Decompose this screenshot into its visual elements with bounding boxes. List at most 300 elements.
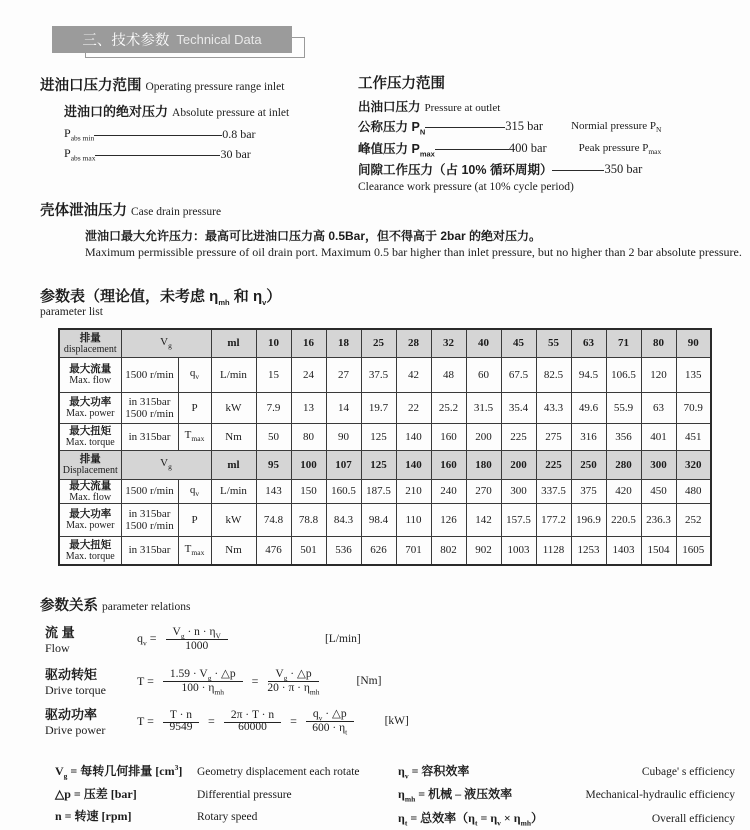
row-label-en: Max. power — [66, 408, 115, 419]
displacement-value-cell: 250 — [571, 450, 606, 479]
relation-label — [45, 704, 137, 738]
value-cell: 401 — [641, 423, 676, 450]
p-abs-max-symbol: $P_{abs max}$ — [64, 146, 96, 163]
legend-item — [398, 809, 735, 827]
formula-term — [137, 674, 154, 689]
relation-row — [45, 704, 725, 738]
badge-title-en: Technical Data — [176, 32, 262, 47]
leader-line — [435, 149, 509, 150]
token: q — [312, 707, 319, 720]
legend-left-column — [55, 762, 390, 829]
row-label-cn: 最大功率 — [69, 508, 112, 520]
value-cell: 157.5 — [501, 503, 536, 536]
token: △p = 压差 [bar] — [55, 787, 137, 802]
value-cell: 187.5 — [361, 479, 396, 503]
displacement-value-cell: 125 — [361, 450, 396, 479]
value-cell: 626 — [361, 536, 396, 565]
value-cell: 1605 — [676, 536, 711, 565]
condition-cell: in 315bar 1500 r/min — [121, 503, 178, 536]
fraction-denominator — [169, 720, 192, 733]
legend-en: Cubage' s efficiency — [641, 766, 735, 778]
legend-item — [55, 785, 390, 802]
condition-cell: 1500 r/min — [121, 479, 178, 503]
peak-en: Peak pressure $P_{max}$ — [578, 141, 662, 156]
inlet-pressure-heading — [40, 74, 284, 95]
token: η — [303, 682, 310, 694]
value-cell: 82.5 — [536, 357, 571, 392]
token: T = — [137, 713, 154, 728]
token: mh — [214, 687, 224, 697]
row-label-cn: 最大功率 — [69, 396, 112, 408]
token: T — [184, 543, 192, 556]
token: η — [252, 288, 263, 305]
value-cell: 35.4 — [501, 392, 536, 423]
token: ] — [178, 764, 183, 778]
value-cell: 60 — [466, 357, 501, 392]
displacement-value-cell: 300 — [641, 450, 676, 479]
token: η — [339, 722, 346, 734]
row-label-cn: 最大流量 — [69, 479, 112, 492]
displacement-value-cell: 200 — [501, 450, 536, 479]
value-cell: 701 — [396, 536, 431, 565]
token: V — [160, 457, 169, 470]
value-cell: 37.5 — [361, 357, 396, 392]
value-cell: 252 — [676, 503, 711, 536]
p-abs-min-value: 0.8 bar — [222, 126, 256, 141]
token: = — [290, 713, 297, 728]
displacement-value-cell: 225 — [536, 450, 571, 479]
value-cell: 94.5 — [571, 357, 606, 392]
value-cell: 160.5 — [326, 479, 361, 503]
table-data-row — [59, 357, 711, 392]
fraction-denominator — [312, 721, 348, 737]
value-cell: 25.2 — [431, 392, 466, 423]
value-cell: 106.5 — [606, 357, 641, 392]
relation-formula — [137, 706, 409, 737]
condition-cell: 1500 r/min — [121, 357, 178, 392]
token: V — [275, 667, 284, 680]
value-cell: 50 — [256, 423, 291, 450]
relation-label-en: Drive power — [45, 723, 106, 737]
value-cell: 337.5 — [536, 479, 571, 503]
token: η — [209, 625, 216, 638]
value-cell: 15 — [256, 357, 291, 392]
fraction-denominator — [267, 681, 320, 697]
value-cell: 1128 — [536, 536, 571, 565]
value-cell: 1253 — [571, 536, 606, 565]
token: g — [168, 341, 172, 351]
token: η — [468, 810, 475, 825]
value-cell: 450 — [641, 479, 676, 503]
value-cell: 126 — [431, 503, 466, 536]
token: mh — [309, 687, 320, 697]
unit-cell: kW — [211, 503, 256, 536]
leader-line — [425, 127, 505, 128]
outlet-heading-cn: 工作压力范围 — [358, 76, 445, 92]
value-cell: 200 — [466, 423, 501, 450]
value-cell: 84.3 — [326, 503, 361, 536]
symbol-cell — [178, 536, 211, 565]
relation-label-cn: 驱动转矩 — [45, 667, 98, 682]
token: mh — [520, 818, 532, 828]
row-label-cell — [59, 479, 121, 503]
token: v — [195, 489, 200, 499]
legend-en: Rotary speed — [197, 811, 258, 824]
token: 和 — [229, 288, 253, 305]
param-table-title — [40, 285, 281, 307]
p-abs-min-symbol: $P_{abs min}$ — [64, 126, 95, 143]
relation-label-en: Flow — [45, 641, 70, 655]
inlet-sub-heading — [64, 101, 289, 121]
legend-symbol — [398, 785, 512, 803]
displacement-value-cell: 90 — [676, 329, 711, 357]
condition-cell: in 315bar — [121, 423, 178, 450]
token: t — [404, 818, 408, 828]
nominal-pressure-row — [358, 117, 661, 137]
value-cell: 110 — [396, 503, 431, 536]
symbol-cell — [178, 479, 211, 503]
case-drain-heading-en: Case drain pressure — [131, 206, 222, 218]
value-cell: 135 — [676, 357, 711, 392]
value-cell: 74.8 — [256, 503, 291, 536]
peak-pressure-row — [358, 139, 661, 159]
token: q — [189, 367, 196, 380]
fraction-denominator — [185, 639, 208, 652]
fraction-numerator — [306, 708, 354, 722]
token: 100 · — [181, 682, 209, 694]
inlet-sub-en: Absolute pressure at inlet — [172, 107, 290, 119]
value-cell: 55.9 — [606, 392, 641, 423]
unit-cell: L/min — [211, 357, 256, 392]
legend-symbol — [55, 807, 197, 824]
value-cell: 236.3 — [641, 503, 676, 536]
unit-cell: ml — [211, 329, 256, 357]
displacement-value-cell: 10 — [256, 329, 291, 357]
value-cell: 78.8 — [291, 503, 326, 536]
token: 20 · π · — [267, 682, 304, 694]
relations-heading-cn: 参数关系 — [40, 598, 98, 614]
value-cell: 80 — [291, 423, 326, 450]
row-label-cn: 排量 — [79, 453, 101, 465]
relations-heading-en: parameter relations — [102, 601, 191, 613]
row-label-cell — [59, 357, 121, 392]
fraction — [163, 709, 199, 733]
row-label-cn: 最大流量 — [69, 363, 112, 375]
displacement-value-cell: 160 — [431, 450, 466, 479]
row-label-cn: 最大扭矩 — [69, 538, 112, 551]
row-label-cell — [59, 503, 121, 536]
value-cell: 902 — [466, 536, 501, 565]
inlet-abs-max-row — [64, 146, 251, 162]
value-cell: 19.7 — [361, 392, 396, 423]
row-label-en: Max. flow — [69, 491, 112, 503]
value-cell: 31.5 — [466, 392, 501, 423]
value-cell: 476 — [256, 536, 291, 565]
row-label-en: Max. flow — [69, 375, 112, 386]
token: v — [497, 818, 501, 828]
token: max — [191, 434, 205, 444]
badge-title-cn: 三、技术参数 — [82, 33, 170, 49]
token: η — [398, 810, 405, 825]
param-table-subtitle: parameter list — [40, 306, 103, 318]
legend-en: Overall efficiency — [651, 812, 735, 825]
row-label-cell — [59, 536, 121, 565]
token: T — [184, 429, 192, 442]
case-drain-heading-cn: 壳体泄油压力 — [40, 203, 127, 219]
legend-en: Differential pressure — [197, 789, 292, 802]
value-cell: 1504 — [641, 536, 676, 565]
token: 600 · — [312, 722, 340, 734]
token: t — [345, 727, 348, 737]
row-label-cell — [59, 392, 121, 423]
value-cell: 240 — [431, 479, 466, 503]
displacement-value-cell: 25 — [361, 329, 396, 357]
token: = 机械 – 液压效率 — [415, 787, 513, 802]
formula-unit: [Nm] — [356, 675, 382, 687]
fraction-numerator — [268, 668, 318, 682]
value-cell: 150 — [291, 479, 326, 503]
value-cell: 1003 — [501, 536, 536, 565]
value-cell: 67.5 — [501, 357, 536, 392]
clearance-value: 350 bar — [604, 161, 643, 176]
token: V — [172, 625, 181, 638]
displacement-value-cell: 40 — [466, 329, 501, 357]
case-drain-line-en: Maximum permissible pressure of oil drain port. Maximum 0.5 bar higher than inlet pressure, but no higher than 2 bar absolute pressure. — [85, 245, 742, 259]
peak-label: 峰值压力 $P_{max}$ — [358, 142, 435, 159]
displacement-value-cell: 55 — [536, 329, 571, 357]
token: t — [475, 818, 478, 828]
legend-item — [55, 762, 390, 780]
token: 9549 — [169, 721, 193, 733]
inlet-heading-cn: 进油口压力范围 — [40, 78, 142, 94]
inlet-heading-en: Operating pressure range inlet — [145, 81, 285, 93]
formula-term — [137, 714, 154, 729]
value-cell: 125 — [361, 423, 396, 450]
displacement-value-cell: 107 — [326, 450, 361, 479]
token: 3 — [174, 763, 179, 772]
value-cell: 536 — [326, 536, 361, 565]
formula-unit: [kW] — [384, 715, 409, 727]
unit-cell: Nm — [211, 536, 256, 565]
value-cell: 356 — [606, 423, 641, 450]
value-cell: 1403 — [606, 536, 641, 565]
fraction-denominator — [181, 681, 224, 697]
value-cell: 14 — [326, 392, 361, 423]
token: η — [398, 787, 405, 802]
displacement-value-cell: 80 — [641, 329, 676, 357]
token: g — [283, 673, 288, 682]
token: mh — [404, 794, 416, 804]
value-cell: 63 — [641, 392, 676, 423]
case-drain-heading — [40, 199, 221, 220]
value-cell: 140 — [396, 423, 431, 450]
token: q — [137, 630, 143, 645]
displacement-value-cell: 16 — [291, 329, 326, 357]
token: · △p — [287, 667, 312, 680]
value-cell: 70.9 — [676, 392, 711, 423]
value-cell: 24 — [291, 357, 326, 392]
displacement-value-cell: 32 — [431, 329, 466, 357]
leader-line — [95, 155, 220, 156]
relation-label — [45, 664, 137, 698]
token: g — [63, 771, 68, 781]
row-label-cell — [59, 423, 121, 450]
token: P — [191, 401, 198, 414]
value-cell: 7.9 — [256, 392, 291, 423]
token: v — [404, 771, 409, 781]
legend-symbol — [398, 809, 543, 827]
relations-heading — [40, 594, 190, 615]
token: V — [55, 764, 64, 778]
legend-right-column — [398, 762, 735, 830]
fraction — [267, 666, 319, 697]
value-cell: 90 — [326, 423, 361, 450]
clearance-en: Clearance work pressure (at 10% cycle period) — [358, 181, 574, 193]
fraction — [224, 709, 281, 733]
displacement-value-cell: 18 — [326, 329, 361, 357]
formula-term — [252, 674, 259, 689]
relation-label-cn: 驱动功率 — [45, 707, 98, 722]
value-cell: 225 — [501, 423, 536, 450]
peak-value: 400 bar — [508, 141, 547, 156]
condition-cell: in 315bar — [121, 536, 178, 565]
symbol-cell — [178, 423, 211, 450]
legend-item — [55, 807, 390, 824]
value-cell: 210 — [396, 479, 431, 503]
table-header-row — [59, 329, 711, 357]
value-cell: 13 — [291, 392, 326, 423]
displacement-value-cell: 95 — [256, 450, 291, 479]
displacement-value-cell: 180 — [466, 450, 501, 479]
legend-item — [398, 762, 735, 780]
token: max — [191, 548, 205, 558]
legend-symbol — [55, 762, 197, 780]
p-abs-max-value: 30 bar — [220, 146, 251, 161]
token: q — [189, 483, 196, 496]
value-cell: 802 — [431, 536, 466, 565]
value-cell: 27 — [326, 357, 361, 392]
relation-row — [45, 622, 725, 656]
fraction — [166, 626, 228, 652]
outlet-heading — [358, 72, 445, 93]
nominal-label: 公称压力 $P_N$ — [358, 120, 426, 137]
token: ） — [531, 810, 544, 825]
unit-cell: Nm — [211, 423, 256, 450]
leader-line — [94, 135, 222, 136]
formula-term — [290, 714, 297, 729]
token: · n · — [184, 625, 210, 638]
nominal-en: Normial pressure $P_N$ — [571, 119, 662, 134]
formula-term — [137, 631, 157, 647]
row-label-cn: 排量 — [79, 331, 101, 344]
fraction-numerator — [166, 626, 228, 640]
token: · △p — [211, 667, 236, 680]
legend-item — [398, 785, 735, 803]
token: g — [168, 462, 172, 472]
token: n = 转速 [rpm] — [55, 809, 132, 824]
row-label-cell — [59, 450, 121, 479]
value-cell: 143 — [256, 479, 291, 503]
token: g — [180, 631, 185, 641]
displacement-value-cell: 100 — [291, 450, 326, 479]
token: η — [513, 810, 521, 825]
token: v — [262, 298, 267, 307]
table-data-row — [59, 536, 711, 565]
row-label-cn: 最大扭矩 — [69, 425, 112, 437]
row-label-en: Max. power — [66, 520, 115, 531]
displacement-value-cell: 320 — [676, 450, 711, 479]
parameter-table — [58, 328, 712, 566]
nominal-value: 315 bar — [505, 119, 544, 134]
relation-label-en: Drive torque — [45, 683, 106, 697]
value-cell: 42 — [396, 357, 431, 392]
fraction-numerator — [163, 668, 243, 682]
value-cell: 120 — [641, 357, 676, 392]
token: = 每转几何排量 [cm — [67, 764, 175, 778]
row-label-en: displacement — [63, 343, 117, 355]
relation-label-cn: 流 量 — [45, 625, 75, 640]
symbol-cell — [178, 357, 211, 392]
case-drain-line-cn: 泄油口最大允许压力：最高可比进油口压力高 0.5Bar，但不得高于 2bar 的绝对压力。 — [85, 229, 542, 243]
displacement-value-cell: 45 — [501, 329, 536, 357]
value-cell: 270 — [466, 479, 501, 503]
symbol-cell — [178, 503, 211, 536]
value-cell: 316 — [571, 423, 606, 450]
row-label-en: Displacement — [62, 465, 118, 476]
condition-cell: in 315bar 1500 r/min — [121, 392, 178, 423]
token: T = — [137, 673, 154, 688]
displacement-value-cell: 28 — [396, 329, 431, 357]
row-label-en: Max. torque — [65, 550, 115, 562]
token: v — [318, 713, 323, 722]
value-cell: 220.5 — [606, 503, 641, 536]
outlet-sub-cn: 出油口压力 — [358, 100, 421, 114]
table-data-row — [59, 423, 711, 450]
table-data-row — [59, 503, 711, 536]
clearance-label: 间隙工作压力（占 10% 循环周期） — [358, 163, 553, 177]
row-label-cell — [59, 329, 121, 357]
token: 60000 — [238, 721, 267, 733]
token: 1000 — [185, 640, 209, 653]
legend-symbol — [398, 762, 469, 780]
formula-unit: [L/min] — [324, 632, 361, 645]
table-header-row — [59, 450, 711, 479]
value-cell: 275 — [536, 423, 571, 450]
unit-cell: kW — [211, 392, 256, 423]
token: ） — [266, 288, 282, 305]
value-cell: 420 — [606, 479, 641, 503]
token: P — [191, 513, 198, 526]
unit-cell: ml — [211, 450, 256, 479]
token: mh — [218, 298, 230, 307]
token: 1.59 · V — [169, 667, 208, 680]
token: T · n — [169, 709, 193, 721]
displacement-value-cell: 140 — [396, 450, 431, 479]
value-cell: 48 — [431, 357, 466, 392]
value-cell: 501 — [291, 536, 326, 565]
token: η — [398, 764, 405, 778]
token: = — [477, 810, 491, 825]
token: = — [146, 630, 157, 645]
table-data-row — [59, 479, 711, 503]
legend-en: Geometry displacement each rotate — [197, 766, 360, 778]
leader-line — [552, 170, 604, 171]
value-cell: 43.3 — [536, 392, 571, 423]
value-cell: 98.4 — [361, 503, 396, 536]
token: × — [500, 810, 514, 825]
symbol-cell — [178, 392, 211, 423]
token: V — [160, 336, 169, 349]
